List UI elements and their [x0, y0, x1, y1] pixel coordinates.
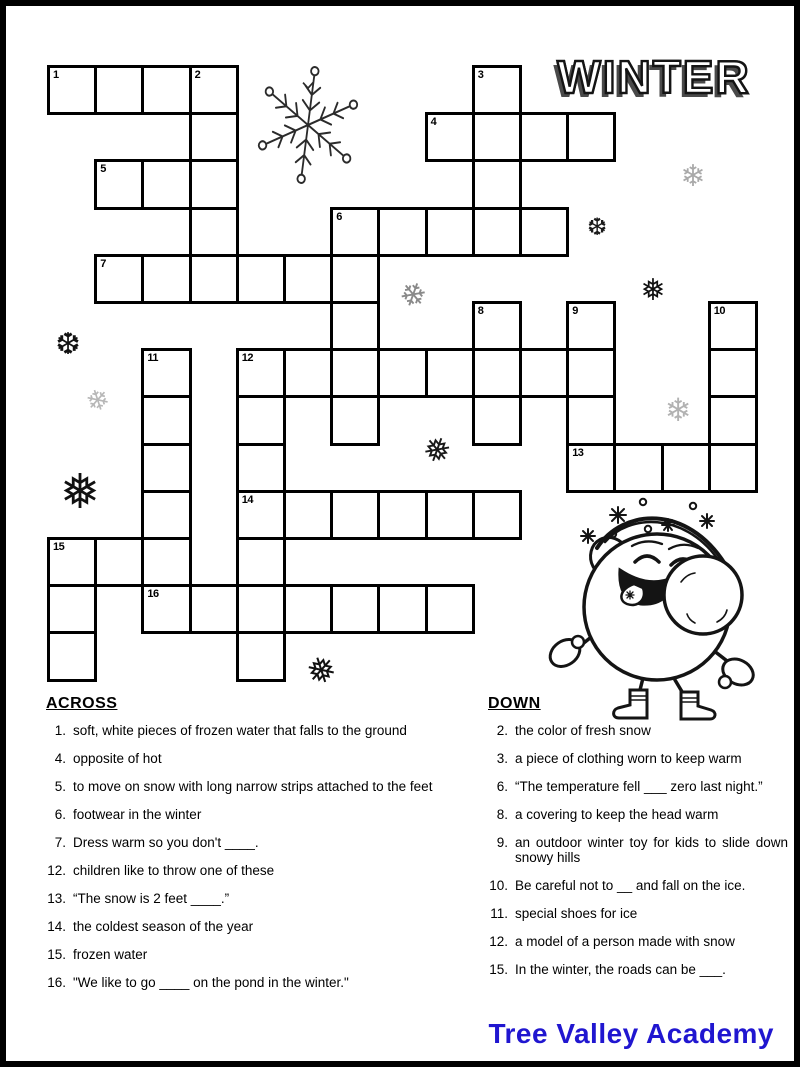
clue-text: Be careful not to __ and fall on the ice.: [515, 878, 746, 893]
grid-cell[interactable]: [566, 301, 616, 351]
grid-cell[interactable]: [47, 65, 97, 115]
grid-cell[interactable]: [472, 112, 522, 162]
cell-number: 5: [100, 163, 106, 176]
clue-item: [42, 779, 454, 794]
cell-number: 6: [336, 210, 342, 223]
grid-cell[interactable]: [141, 254, 191, 304]
clue-number: 15.: [47, 947, 66, 962]
grid-cell[interactable]: [236, 395, 286, 445]
snowflake-icon: ❅: [640, 273, 666, 308]
grid-cell[interactable]: [708, 348, 758, 398]
clue-text: “The snow is 2 feet ____.”: [73, 891, 230, 906]
down-clues-section: [484, 695, 788, 990]
grid-cell[interactable]: [330, 207, 380, 257]
grid-cell[interactable]: [236, 490, 286, 540]
clue-text: an outdoor winter toy for kids to slide down snowy hills: [515, 835, 788, 865]
clue-text: the coldest season of the year: [73, 919, 254, 934]
grid-cell[interactable]: [425, 207, 475, 257]
grid-cell[interactable]: [189, 112, 239, 162]
grid-cell[interactable]: [47, 537, 97, 587]
grid-cell[interactable]: [613, 443, 663, 493]
across-clues-list: [42, 723, 454, 990]
clue-item: [484, 835, 788, 865]
down-clues-list: [484, 723, 788, 977]
clue-number: 4.: [54, 751, 66, 766]
grid-cell[interactable]: [236, 348, 286, 398]
clue-number: 16.: [47, 975, 66, 990]
clue-item: [42, 975, 454, 990]
cell-number: 8: [477, 305, 484, 317]
snowflake-icon: ❆: [55, 327, 81, 362]
clue-number: 11.: [490, 906, 508, 921]
grid-cell[interactable]: [189, 207, 239, 257]
cell-number: 11: [147, 352, 159, 365]
clue-number: 10.: [489, 878, 508, 893]
grid-cell[interactable]: [377, 348, 427, 398]
grid-cell[interactable]: [519, 112, 569, 162]
grid-cell[interactable]: [141, 348, 191, 398]
grid-cell[interactable]: [566, 395, 616, 445]
grid-cell[interactable]: [141, 490, 191, 540]
clue-number: 3.: [496, 751, 508, 766]
down-header: DOWN: [488, 695, 541, 712]
snowflake-icon: ❄: [393, 272, 433, 318]
grid-cell[interactable]: [141, 159, 191, 209]
grid-cell[interactable]: [283, 490, 333, 540]
clue-number: 6.: [496, 779, 508, 794]
grid-cell[interactable]: [425, 584, 475, 634]
grid-cell[interactable]: [472, 395, 522, 445]
clue-text: In the winter, the roads can be ___.: [515, 962, 726, 977]
clue-item: [484, 751, 788, 766]
grid-cell[interactable]: [236, 254, 286, 304]
grid-cell[interactable]: [330, 301, 380, 351]
grid-cell[interactable]: [472, 348, 522, 398]
clue-text: opposite of hot: [73, 751, 162, 766]
grid-cell[interactable]: [377, 207, 427, 257]
cell-number: 2: [194, 69, 201, 81]
grid-cell[interactable]: [566, 348, 616, 398]
clue-text: Dress warm so you don't ____.: [73, 835, 259, 850]
clue-text: frozen water: [73, 947, 148, 962]
clue-item: [484, 779, 788, 794]
clue-text: special shoes for ice: [515, 906, 638, 921]
clue-item: [484, 807, 788, 822]
grid-cell[interactable]: [47, 584, 97, 634]
clue-item: [484, 878, 788, 893]
grid-cell[interactable]: [141, 584, 191, 634]
cell-number: 12: [241, 352, 254, 365]
grid-cell[interactable]: [661, 443, 711, 493]
clue-item: [42, 947, 454, 962]
across-header: ACROSS: [46, 695, 118, 712]
clue-number: 13.: [47, 891, 66, 906]
cell-number: 16: [147, 588, 159, 601]
grid-cell[interactable]: [141, 537, 191, 587]
grid-cell[interactable]: [330, 490, 380, 540]
clue-item: [42, 807, 454, 822]
grid-cell[interactable]: [94, 537, 144, 587]
snowflake-icon: ❅: [417, 426, 457, 474]
clue-item: [42, 891, 454, 906]
cell-number: 14: [241, 493, 254, 506]
clue-text: “The temperature fell ___ zero last night.”: [515, 779, 763, 794]
grid-cell[interactable]: [708, 443, 758, 493]
grid-cell[interactable]: [708, 395, 758, 445]
grid-cell[interactable]: [283, 584, 333, 634]
grid-cell[interactable]: [283, 348, 333, 398]
grid-cell[interactable]: [189, 159, 239, 209]
clue-item: [484, 723, 788, 738]
grid-cell[interactable]: [472, 159, 522, 209]
clue-text: a piece of clothing worn to keep warm: [515, 751, 742, 766]
grid-cell[interactable]: [330, 348, 380, 398]
snowflake-icon: ❄: [680, 159, 706, 194]
clue-number: 7.: [54, 835, 66, 850]
snowflake-icon: ❄: [664, 391, 692, 429]
clue-item: [484, 906, 788, 921]
clue-item: [42, 751, 454, 766]
grid-cell[interactable]: [189, 65, 239, 115]
grid-cell[interactable]: [708, 301, 758, 351]
grid-cell[interactable]: [472, 207, 522, 257]
grid-cell[interactable]: [94, 65, 144, 115]
clue-text: a model of a person made with snow: [515, 934, 735, 949]
grid-cell[interactable]: [566, 443, 616, 493]
grid-cell[interactable]: [519, 348, 569, 398]
clue-number: 5.: [54, 779, 66, 794]
clue-text: a covering to keep the head warm: [515, 807, 719, 822]
clue-text: soft, white pieces of frozen water that falls to the ground: [73, 723, 407, 738]
grid-cell[interactable]: [236, 631, 286, 681]
grid-cell[interactable]: [94, 159, 144, 209]
grid-cell[interactable]: [330, 254, 380, 304]
grid-cell[interactable]: [236, 443, 286, 493]
clue-number: 14.: [47, 919, 66, 934]
clue-number: 6.: [54, 807, 66, 822]
grid-cell[interactable]: [425, 490, 475, 540]
grid-cell[interactable]: [519, 207, 569, 257]
grid-cell[interactable]: [141, 443, 191, 493]
clue-number: 15.: [489, 962, 508, 977]
grid-cell[interactable]: [141, 65, 191, 115]
grid-cell[interactable]: [47, 631, 97, 681]
clue-item: [484, 934, 788, 949]
grid-cell[interactable]: [472, 490, 522, 540]
clue-number: 9.: [496, 835, 508, 850]
snowflake-icon: ❆: [586, 213, 608, 241]
grid-cell[interactable]: [566, 112, 616, 162]
grid-cell[interactable]: [283, 254, 333, 304]
grid-cell[interactable]: [377, 584, 427, 634]
clue-text: children like to throw one of these: [73, 863, 275, 878]
clue-number: 12.: [489, 934, 508, 949]
grid-cell[interactable]: [236, 584, 286, 634]
cell-number: 3: [477, 69, 484, 81]
cell-number: 13: [572, 446, 584, 459]
snowflake-icon: ❅: [59, 464, 101, 520]
cell-number: 7: [100, 257, 106, 270]
snowflake-icon: ❄: [81, 381, 115, 420]
clue-item: [42, 723, 454, 738]
clue-item: [42, 835, 454, 850]
clue-number: 2.: [496, 723, 508, 738]
grid-cell[interactable]: [425, 348, 475, 398]
grid-cell[interactable]: [189, 254, 239, 304]
grid-cell[interactable]: [472, 301, 522, 351]
across-clues-section: [42, 695, 454, 1003]
page-title: WINTER: [557, 51, 751, 103]
credit-text: Tree Valley Academy: [488, 1018, 774, 1049]
clue-text: the color of fresh snow: [515, 723, 651, 738]
cell-number: 9: [572, 305, 578, 317]
cell-number: 15: [53, 541, 65, 553]
grid-cell[interactable]: [94, 254, 144, 304]
grid-cell[interactable]: [377, 490, 427, 540]
clue-number: 8.: [496, 807, 508, 822]
grid-cell[interactable]: [472, 65, 522, 115]
clue-text: to move on snow with long narrow strips attached to the feet: [73, 779, 433, 794]
grid-cell[interactable]: [425, 112, 475, 162]
grid-cell[interactable]: [330, 584, 380, 634]
clue-text: footwear in the winter: [73, 807, 202, 822]
clue-text: "We like to go ____ on the pond in the winter.": [73, 975, 349, 990]
snowflake-icon: ❅: [301, 647, 342, 696]
clue-number: 1.: [54, 723, 66, 738]
clue-item: [42, 919, 454, 934]
grid-cell[interactable]: [141, 395, 191, 445]
cell-number: 1: [53, 69, 59, 81]
cell-number: 10: [713, 305, 726, 317]
grid-cell[interactable]: [330, 395, 380, 445]
cell-number: 4: [430, 116, 437, 129]
clue-item: [484, 962, 788, 977]
clue-number: 12.: [47, 863, 66, 878]
clue-item: [42, 863, 454, 878]
grid-cell[interactable]: [189, 584, 239, 634]
grid-cell[interactable]: [236, 537, 286, 587]
